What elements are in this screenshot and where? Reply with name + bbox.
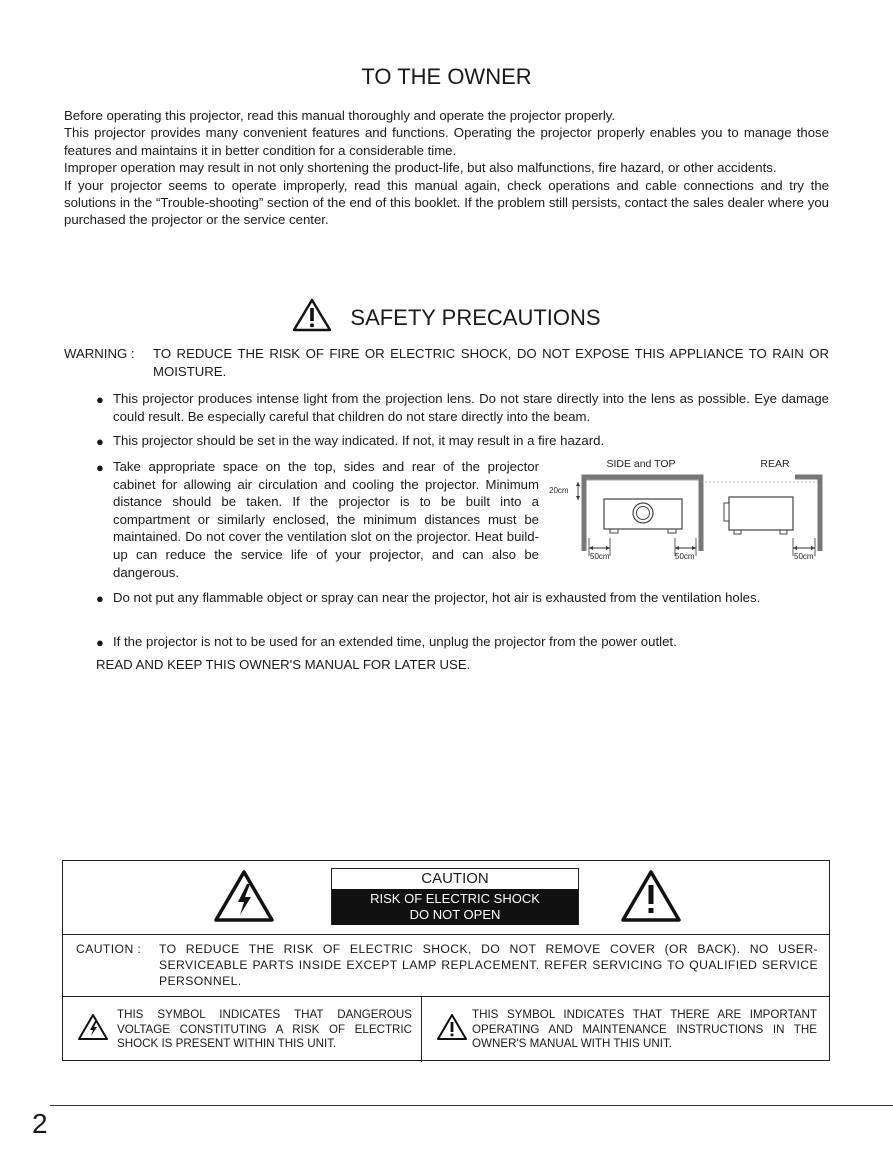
intro-paragraph: Before operating this projector, read this manual thoroughly and operate the projector properly.: [64, 108, 616, 123]
caution-box-line: DO NOT OPEN: [409, 907, 501, 922]
list-item-text: If the projector is not to be used for an extended time, unplug the projector from the power outlet.: [113, 634, 677, 649]
caution-label: CAUTION :: [76, 942, 142, 956]
list-item: [96, 432, 829, 450]
list-item: [96, 458, 539, 581]
caution-text: TO REDUCE THE RISK OF ELECTRIC SHOCK, DO NOT REMOVE COVER (OR BACK). NO USER-SERVICEABLE PARTS INSIDE EXCEPT LAMP REPLACEMENT. REFER SERVICING TO QUALIFIED SERVICE PERSONNEL.: [159, 942, 818, 988]
safety-title: SAFETY PRECAUTIONS: [350, 304, 601, 330]
exclamation-triangle-icon: [620, 869, 682, 928]
side-left-clearance-label: 50cm: [590, 552, 610, 561]
top-clearance-label: 20cm: [549, 486, 569, 495]
intro-paragraph: This projector provides many convenient features and functions. Operating the projector properly enables you to manage those features and maintains it in better condition for a considerable time.: [64, 125, 829, 158]
voltage-symbol-cell: [63, 997, 422, 1062]
warning-label: WARNING :: [64, 346, 135, 361]
voltage-symbol-text: THIS SYMBOL INDICATES THAT DANGEROUS VOLTAGE CONSTITUTING A RISK OF ELECTRIC SHOCK IS PRESENT WITHIN THIS UNIT.: [117, 1008, 412, 1050]
intro-paragraph: Improper operation may result in not only shortening the product-life, but also malfunctions, fire hazard, or other accidents.: [64, 160, 777, 176]
caution-box-warning: [332, 889, 578, 925]
list-item-text: This projector produces intense light from the projection lens. Do not stare directly into the lens as possible. Eye damage could result. Be especially careful that children do not stare directly into the beam.: [113, 391, 829, 424]
symbol-explanations: [63, 996, 829, 1062]
list-item-text: Do not put any flammable object or spray can near the projector, hot air is exhausted from the ventilation holes.: [113, 590, 761, 605]
rear-clearance-label: 50cm: [794, 552, 814, 561]
diagram-label-rear: REAR: [760, 458, 790, 470]
footer-divider: [50, 1105, 893, 1106]
list-item: [96, 390, 829, 426]
clearance-diagram: [548, 456, 828, 571]
lightning-triangle-icon: [213, 869, 275, 928]
top-clearance-arrow: [576, 482, 580, 500]
caution-label-box: [331, 868, 579, 925]
page-title: TO THE OWNER: [361, 64, 532, 89]
diagram-label-side-top: SIDE and TOP: [606, 458, 676, 470]
bullet-icon: ●: [96, 392, 104, 407]
rear-wall: [795, 477, 820, 551]
safety-heading: [0, 298, 893, 334]
warning-block: [64, 345, 829, 381]
exclamation-triangle-icon: [436, 1013, 468, 1046]
intro-text: [64, 107, 829, 229]
list-item-text: Take appropriate space on the top, sides and rear of the projector cabinet for allowing air circulation and cooling the projector. Minimum distance should be taken. If the projector is to be built into a compartment or similarly enclosed, the minimum distances must be maintained. Do not cover the ventilation slot on the projector. Heat build-up can reduce the service life of your projector, and can also be dangerous.: [113, 459, 539, 580]
bullet-icon: ●: [96, 635, 104, 650]
side-right-clearance-label: 50cm: [675, 552, 695, 561]
list-item: [96, 589, 829, 607]
warning-triangle-icon: [292, 298, 332, 337]
caution-text-block: [76, 941, 818, 989]
projector-rear-icon: [724, 497, 793, 534]
caution-panel: [62, 860, 830, 1061]
page-number: 2: [32, 1108, 48, 1139]
intro-paragraph: If your projector seems to operate improperly, read this manual again, check operations and cable connections and try the solutions in the “Trouble-shooting” section of the end of this booklet. If the problem still persists, contact the sales dealer where you purchased the projector or the service center.: [64, 177, 829, 228]
list-item: [96, 633, 829, 651]
caution-box-line: RISK OF ELECTRIC SHOCK: [370, 891, 540, 906]
instructions-symbol-text: THIS SYMBOL INDICATES THAT THERE ARE IMPORTANT OPERATING AND MAINTENANCE INSTRUCTIONS IN THE OWNER'S MANUAL WITH THIS UNIT.: [472, 1008, 817, 1050]
bullet-icon: ●: [96, 591, 104, 606]
warning-text: TO REDUCE THE RISK OF FIRE OR ELECTRIC SHOCK, DO NOT EXPOSE THIS APPLIANCE TO RAIN OR MOISTURE.: [153, 346, 829, 379]
list-item-text: This projector should be set in the way indicated. If not, it may result in a fire hazard.: [113, 433, 605, 448]
caution-box-title: CAUTION: [421, 870, 489, 887]
read-keep-notice: READ AND KEEP THIS OWNER'S MANUAL FOR LATER USE.: [96, 657, 471, 672]
bullet-icon: ●: [96, 460, 104, 475]
projector-front-icon: [604, 499, 682, 533]
caution-header-row: [63, 861, 829, 935]
instructions-symbol-cell: [422, 997, 829, 1062]
lightning-triangle-icon: [77, 1013, 109, 1046]
bullet-icon: ●: [96, 434, 104, 449]
